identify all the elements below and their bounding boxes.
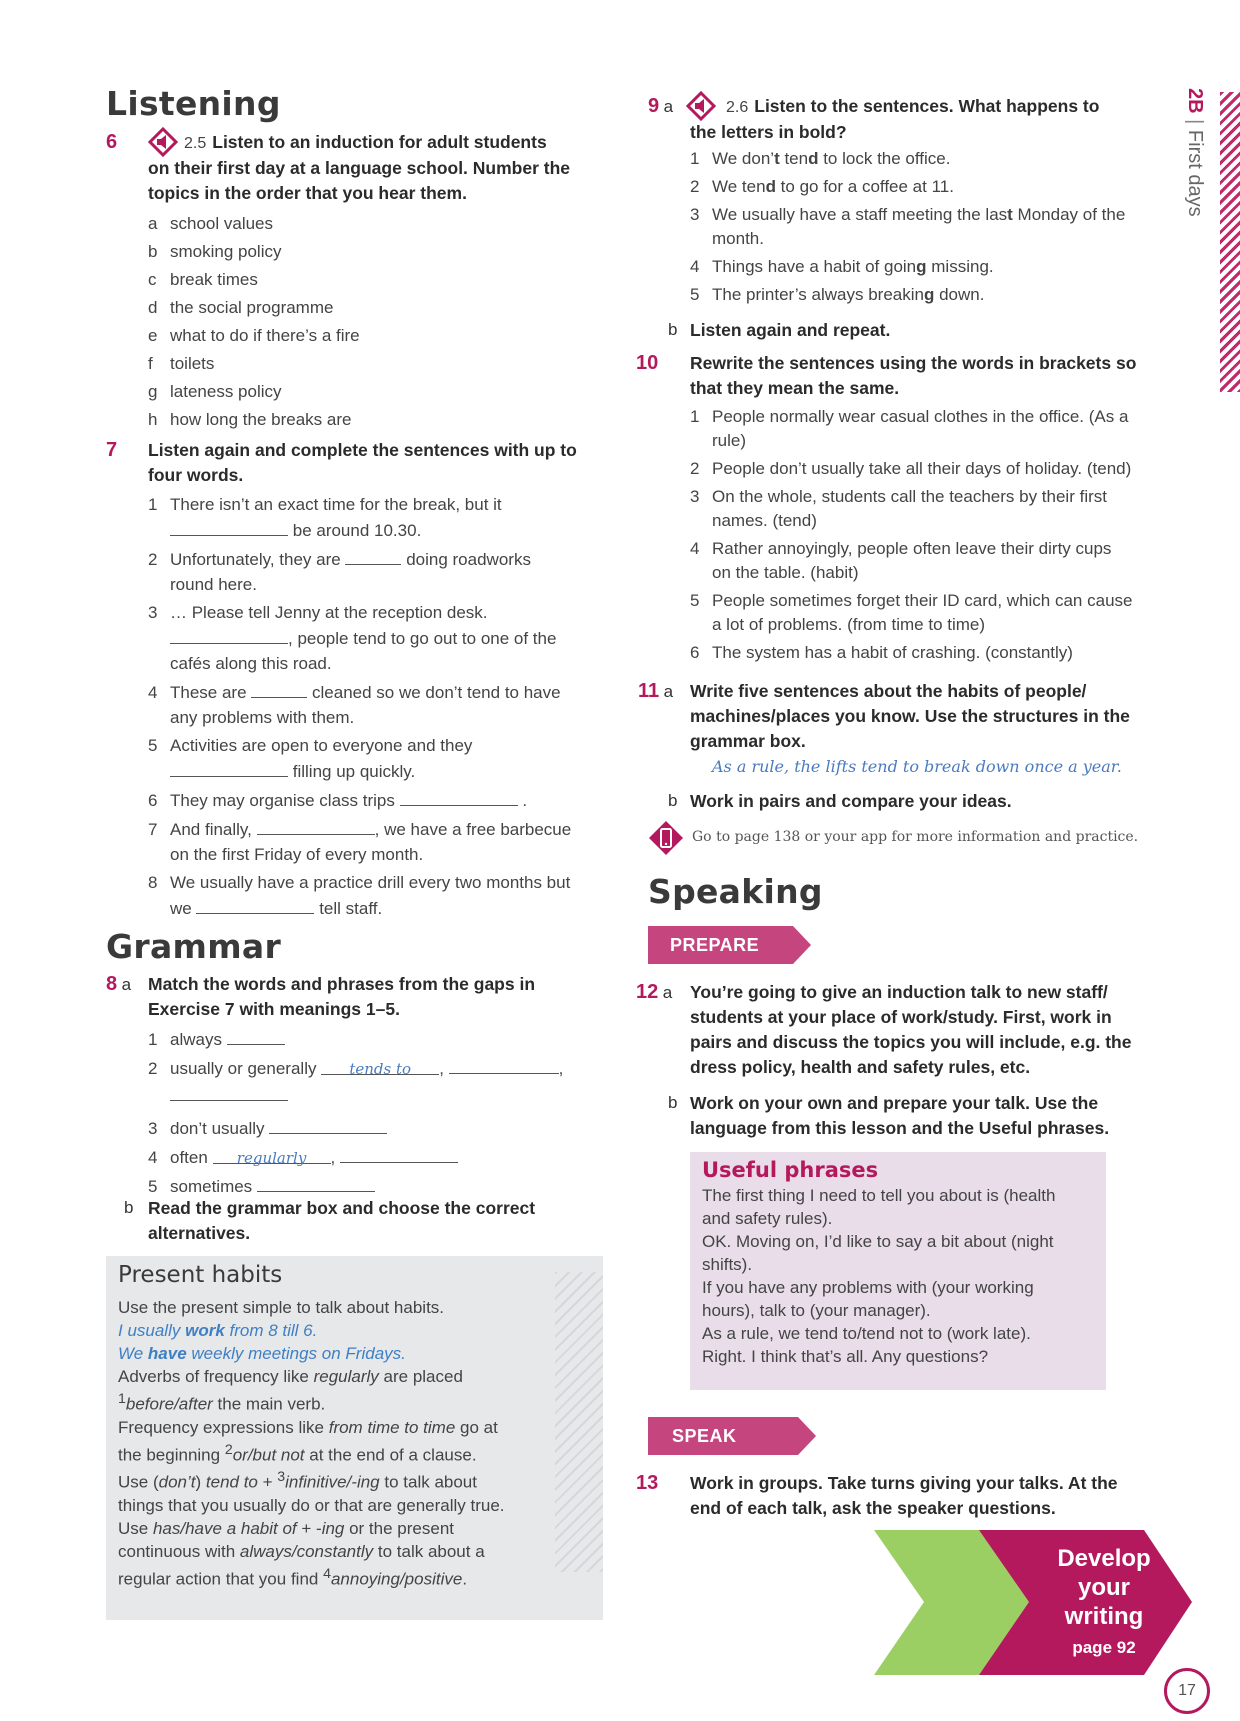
gap-blank[interactable] [345,546,401,565]
list-item: 3 … Please tell Jenny at the reception desk. , people tend to go out to one of the cafés along this road. [148,603,557,673]
exercise-10-instruction: Rewrite the sentences using the words in brackets so that they mean the same. [690,353,1137,398]
exercise-8a-list [148,1026,598,1200]
list-item: 4 Things have a habit of going missing. [690,257,994,276]
gap-blank[interactable] [196,895,314,914]
exercise-7-number: 7 [106,439,118,461]
exercise-6-number: 6 [106,131,118,153]
gap-blank[interactable] [269,1115,387,1134]
unit-title: First days [1184,129,1206,217]
list-item: d the social programme [148,298,334,317]
gap-blank[interactable] [251,679,307,698]
unit-sidebar [1180,88,1210,308]
handwritten-answer: tends to [349,1060,412,1078]
gap-blank[interactable] [170,625,288,644]
gap-blank[interactable] [227,1026,285,1045]
unit-separator: | [1184,119,1206,130]
list-item: 5 People sometimes forget their ID card, which can cause a lot of problems. (from time to time) [690,591,1133,634]
exercise-8a-instruction: Match the words and phrases from the gaps in Exercise 7 with meanings 1–5. [148,974,536,1019]
unit-code: 2B [1184,88,1206,114]
grammar-box-title: Present habits [118,1262,283,1288]
list-item: b smoking policy [148,242,282,261]
exercise-7-list [148,492,598,921]
handwritten-answer: regularly [236,1149,307,1167]
useful-phrases-text: The first thing I need to tell you about is (health and safety rules). OK. Moving on, I’d like to say a bit about (night shifts). If you have any problems with (your working hours), talk to (your manager). As a rule, we tend to/tend not to (work late). Right. I think that’s all. Any questions? [702,1186,1056,1366]
list-item: 2 We tend to go for a coffee at 11. [690,177,954,196]
list-item: a school values [148,214,274,233]
gap-blank[interactable] [170,758,288,777]
grammar-box-text: Use the present simple to talk about habits. I usually work from 8 till 6. We have weekly meetings on Fridays. Adverbs of frequency like regularly are placed $^1$before/after the main verb. Frequency expressions like from time to time go at the beginning $^2$or/but not at the end of a clause. Use (don’t) tend to + $^3$infinitive/-ing to talk about things that you usually do or that are generally true. Use has/have a habit of + -ing or the present continuous with always/constantly to talk about a regular action that you find $^4$annoying/positive. [118,1298,505,1589]
app-link-text: Go to page 138 or your app for more information and practice. [692,829,1139,845]
gap-blank[interactable] [257,1173,375,1192]
mobile-app-icon [648,820,684,856]
useful-phrases-title: Useful phrases [702,1158,879,1182]
exercise-8a-number: 8 a [106,973,132,995]
listening-heading: Listening [106,84,281,123]
list-item: h how long the breaks are [148,410,352,429]
list-item: 2 usually or generally tends to , , [148,1055,598,1082]
example-answer: As a rule, the lifts tend to break down once a year. [712,757,1122,776]
exercise-12a-number: 12 a [636,981,673,1003]
list-item: 8 We usually have a practice drill every two months but we tell staff. [148,873,571,918]
exercise-12b-label: b [668,1093,678,1112]
exercise-6-instruction [148,130,608,206]
exercise-10-number: 10 [636,352,659,374]
gap-blank[interactable] [400,787,518,806]
app-link-row[interactable] [648,820,1168,856]
list-item: 3 On the whole, students call the teachers by their first names. (tend) [690,487,1107,530]
exercise-8b-label: b [124,1198,134,1217]
instruction-line: on their first day at a language school. Number the [148,158,571,178]
exercise-11b-instruction: Work in pairs and compare your ideas. [690,791,1012,811]
instruction-line: topics in the order that you hear them. [148,183,467,203]
develop-line: Develop [1057,1545,1151,1572]
grammar-heading: Grammar [106,927,282,966]
list-item: 2 Unfortunately, they are doing roadworks round here. [148,546,598,597]
gap-blank[interactable] [170,1082,288,1101]
exercise-9a-list [690,147,1160,307]
list-item: 1 There isn’t an exact time for the break, but it be around 10.30. [148,495,502,540]
develop-line: your [1077,1574,1130,1601]
grammar-box-content [118,1262,558,1591]
develop-page: page 92 [1072,1638,1136,1657]
list-item: f toilets [148,354,215,373]
list-item: 6 They may organise class trips . [148,787,598,813]
exercise-11b-label: b [668,791,678,810]
exercise-11a-number: 11 a [638,680,674,702]
list-item: 2 People don’t usually take all their days of holiday. (tend) [690,459,1132,478]
answer-blank[interactable] [321,1056,439,1078]
exercise-10-list [690,405,1160,665]
list-item: g lateness policy [148,382,282,401]
exercise-9a-instruction: 2.6 Listen to the sentences. What happens to the letters in bold? [690,94,1150,145]
list-item: 1 We don’t tend to lock the office. [690,149,951,168]
audio-speaker-icon[interactable] [148,127,178,157]
gap-blank[interactable] [449,1055,559,1074]
exercise-9b-label: b [668,320,678,339]
list-item [148,1082,598,1109]
exercise-7-instruction: Listen again and complete the sentences with up to four words. [148,440,577,485]
list-item: 1 always [148,1026,598,1053]
speak-banner: SPEAK [648,1417,818,1455]
page-number-badge [1164,1668,1210,1714]
list-item: 6 The system has a habit of crashing. (constantly) [690,643,1073,662]
sidebar-stripes [1220,92,1240,392]
list-item: 1 People normally wear casual clothes in the office. (As a rule) [690,407,1129,450]
exercise-9a-number: 9 a [648,95,674,117]
list-item: 4 often regularly , [148,1144,598,1171]
exercise-13-number: 13 [636,1472,659,1494]
exercise-8b-instruction: Read the grammar box and choose the correct alternatives. [148,1198,536,1243]
gap-blank[interactable] [340,1144,458,1163]
develop-writing-link[interactable] [874,1530,1194,1675]
gap-blank[interactable] [257,816,375,835]
grammar-box-stripes [555,1272,603,1572]
exercise-11a-instruction: Write five sentences about the habits of people/ machines/places you know. Use the structures in the grammar box. [690,681,1130,751]
list-item: 4 These are cleaned so we don’t tend to have any problems with them. [148,679,598,730]
list-item: 4 Rather annoyingly, people often leave their dirty cups on the table. (habit) [690,539,1112,582]
answer-blank[interactable] [213,1145,331,1167]
list-item: e what to do if there’s a fire [148,326,360,345]
list-item: 3 don’t usually [148,1115,598,1142]
page-number: 17 [1178,1682,1196,1699]
list-item: 5 The printer’s always breaking down. [690,285,985,304]
track-number: 2.5 [184,135,207,152]
exercise-12a-instruction: You’re going to give an induction talk to new staff/ students at your place of work/study. First, work in pairs and discuss the topics you will include, e.g. the dress policy, health and safety rules, etc. [690,982,1132,1077]
exercise-12b-instruction: Work on your own and prepare your talk. Use the language from this lesson and the Useful phrases. [690,1093,1110,1138]
instruction-line: Listen to an induction for adult students [212,132,547,152]
prepare-banner: PREPARE [648,926,813,964]
audio-speaker-icon[interactable] [686,91,716,121]
exercise-13-instruction: Work in groups. Take turns giving your talks. At the end of each talk, ask the speaker questions. [690,1473,1118,1518]
list-item: c break times [148,270,258,289]
exercise-6-list [148,210,588,434]
list-item: 3 We usually have a staff meeting the last Monday of the month. [690,205,1126,248]
list-item: 5 Activities are open to everyone and they filling up quickly. [148,736,473,781]
list-item: 7 And finally, , we have a free barbecue on the first Friday of every month. [148,816,598,867]
list-item: 5 sometimes [148,1173,598,1200]
speaking-heading: Speaking [648,872,823,911]
develop-line: writing [1064,1603,1144,1630]
exercise-9b-instruction: Listen again and repeat. [690,320,891,340]
useful-phrases-content [702,1158,1102,1368]
gap-blank[interactable] [170,517,288,536]
